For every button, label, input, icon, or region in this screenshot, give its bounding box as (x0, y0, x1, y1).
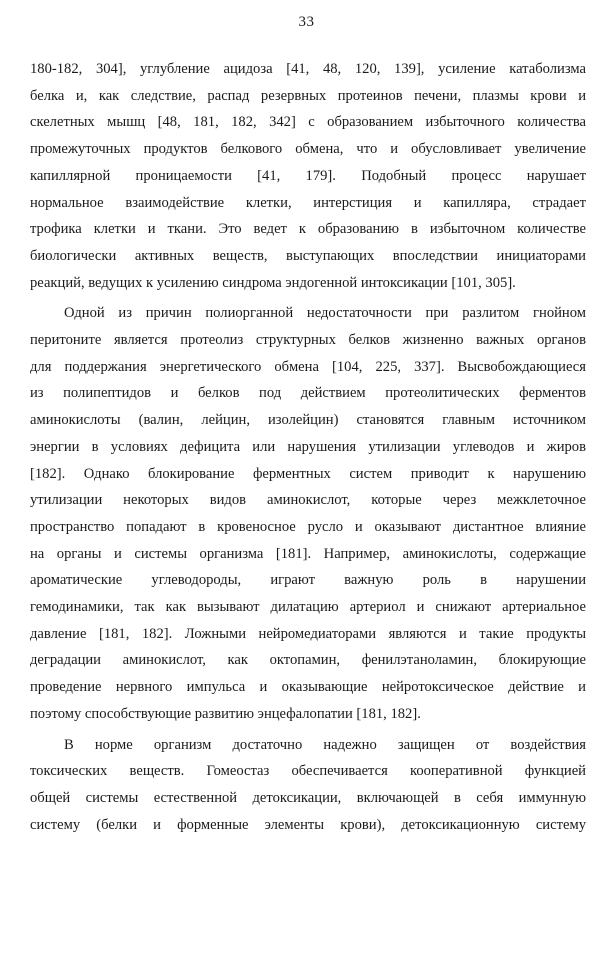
text-line: деградации аминокислот, как октопамин, фенилэтаноламин, блокирующие (30, 652, 586, 669)
text-line: перитоните является протеолиз структурных белков жизненно важных органов (30, 332, 586, 349)
text-line: утилизации некоторых видов аминокислот, которые через межклеточное (30, 492, 586, 509)
text-line: гемодинамики, так как вызывают дилатацию артериол и снижают артериальное (30, 599, 586, 616)
paragraph (30, 732, 586, 839)
document-body (30, 56, 586, 838)
text-line: давление [181, 182]. Ложными нейромедиаторами являются и такие продукты (30, 625, 586, 642)
paragraph (30, 56, 586, 296)
text-line: скелетных мышц [48, 181, 182, 342] с образованием избыточного количества (30, 114, 586, 131)
text-line: на органы и системы организма [181]. Например, аминокислоты, содержащие (30, 545, 586, 562)
text-line: нормальное взаимодействие клетки, интерстиция и капилляра, страдает (30, 194, 586, 211)
text-line: систему (белки и форменные элементы крови), детоксикационную систему (30, 816, 586, 833)
text-line: проведение нервного импульса и оказывающие нейротоксическое действие и (30, 679, 586, 696)
text-line: В норме организм достаточно надежно защищен от воздействия (64, 736, 586, 753)
text-line: токсических веществ. Гомеостаз обеспечивается кооперативной функцией (30, 763, 586, 780)
text-line: энергии в условиях дефицита или нарушения утилизации углеводов и жиров (30, 438, 586, 455)
text-line: биологически активных веществ, выступающих впоследствии инициаторами (30, 247, 586, 264)
text-line: Одной из причин полиорганной недостаточности при разлитом гнойном (64, 305, 586, 322)
text-line: 180-182, 304], углубление ацидоза [41, 48, 120, 139], усиление катаболизма (30, 61, 586, 77)
page-number: 33 (298, 14, 315, 30)
text-line: белка и, как следствие, распад резервных протеинов печени, плазмы крови и (30, 87, 586, 104)
text-line: реакций, ведущих к усилению синдрома эндогенной интоксикации [101, 305]. (30, 274, 516, 291)
text-line: поэтому способствующие развитию энцефалопатии [181, 182]. (30, 705, 421, 722)
text-line: аминокислоты (валин, лейцин, изолейцин) становятся главным источником (30, 412, 586, 429)
text-line: ароматические углеводороды, играют важную роль в нарушении (30, 572, 586, 589)
text-line: трофика клетки и ткани. Это ведет к образованию в избыточном количестве (30, 221, 586, 238)
text-line: капиллярной проницаемости [41, 179]. Подобный процесс нарушает (30, 167, 586, 184)
text-line: [182]. Однако блокирование ферментных систем приводит к нарушению (30, 465, 586, 482)
text-line: промежуточных продуктов белкового обмена, что и обусловливает увеличение (30, 141, 586, 158)
text-line: пространство попадают в кровеносное русло и оказывают дистантное влияние (30, 518, 586, 535)
paragraph (30, 300, 586, 727)
text-line: общей системы естественной детоксикации, включающей в себя иммунную (30, 789, 586, 806)
text-line: для поддержания энергетического обмена [104, 225, 337]. Высвобождающиеся (30, 358, 586, 375)
text-line: из полипептидов и белков под действием протеолитических ферментов (30, 385, 586, 402)
